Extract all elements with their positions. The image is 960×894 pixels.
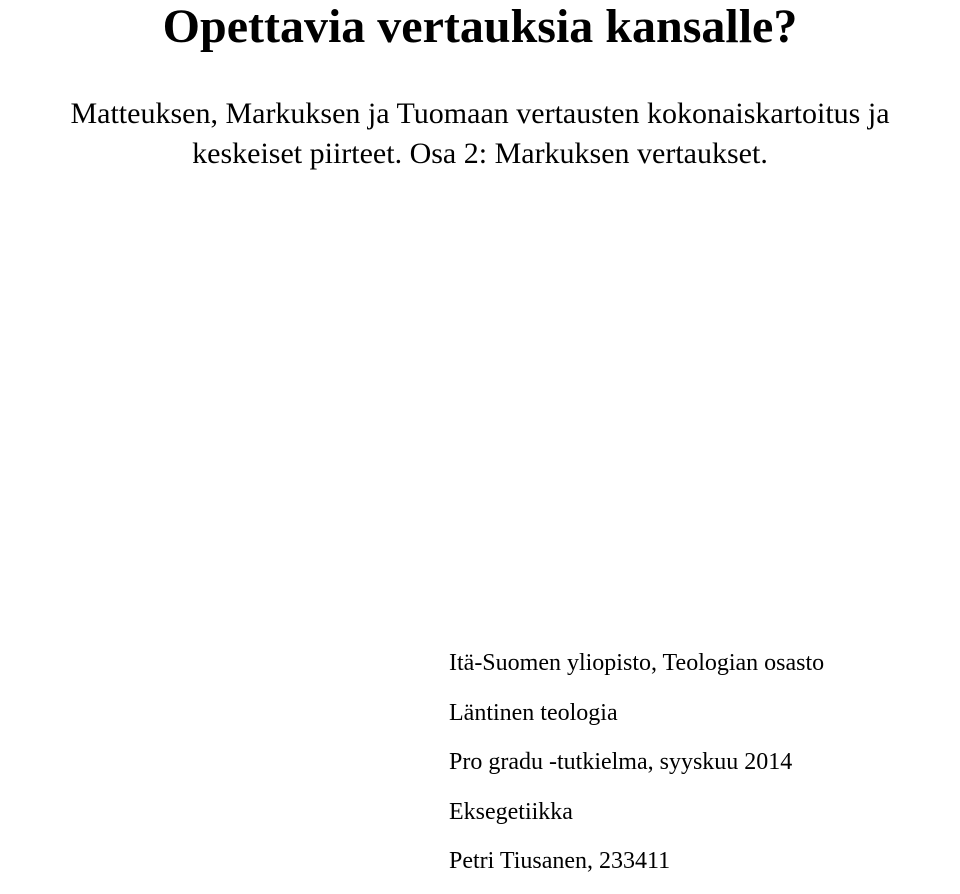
university-line: Itä-Suomen yliopisto, Teologian osasto	[449, 650, 825, 676]
document-subtitle	[0, 94, 960, 174]
thesis-type-line: Pro gradu -tutkielma, syyskuu 2014	[449, 749, 793, 775]
thesis-info-block	[449, 646, 954, 894]
subject-line: Eksegetiikka	[449, 798, 573, 825]
department-line: Läntinen teologia	[449, 699, 618, 726]
subtitle-line-2: keskeiset piirteet. Osa 2: Markuksen vertaukset.	[192, 137, 768, 170]
author-line: Petri Tiusanen, 233411	[449, 848, 671, 874]
subtitle-line-1: Matteuksen, Markuksen ja Tuomaan vertausten kokonaiskartoitus ja	[70, 97, 890, 130]
document-title: Opettavia vertauksia kansalle?	[162, 0, 798, 53]
